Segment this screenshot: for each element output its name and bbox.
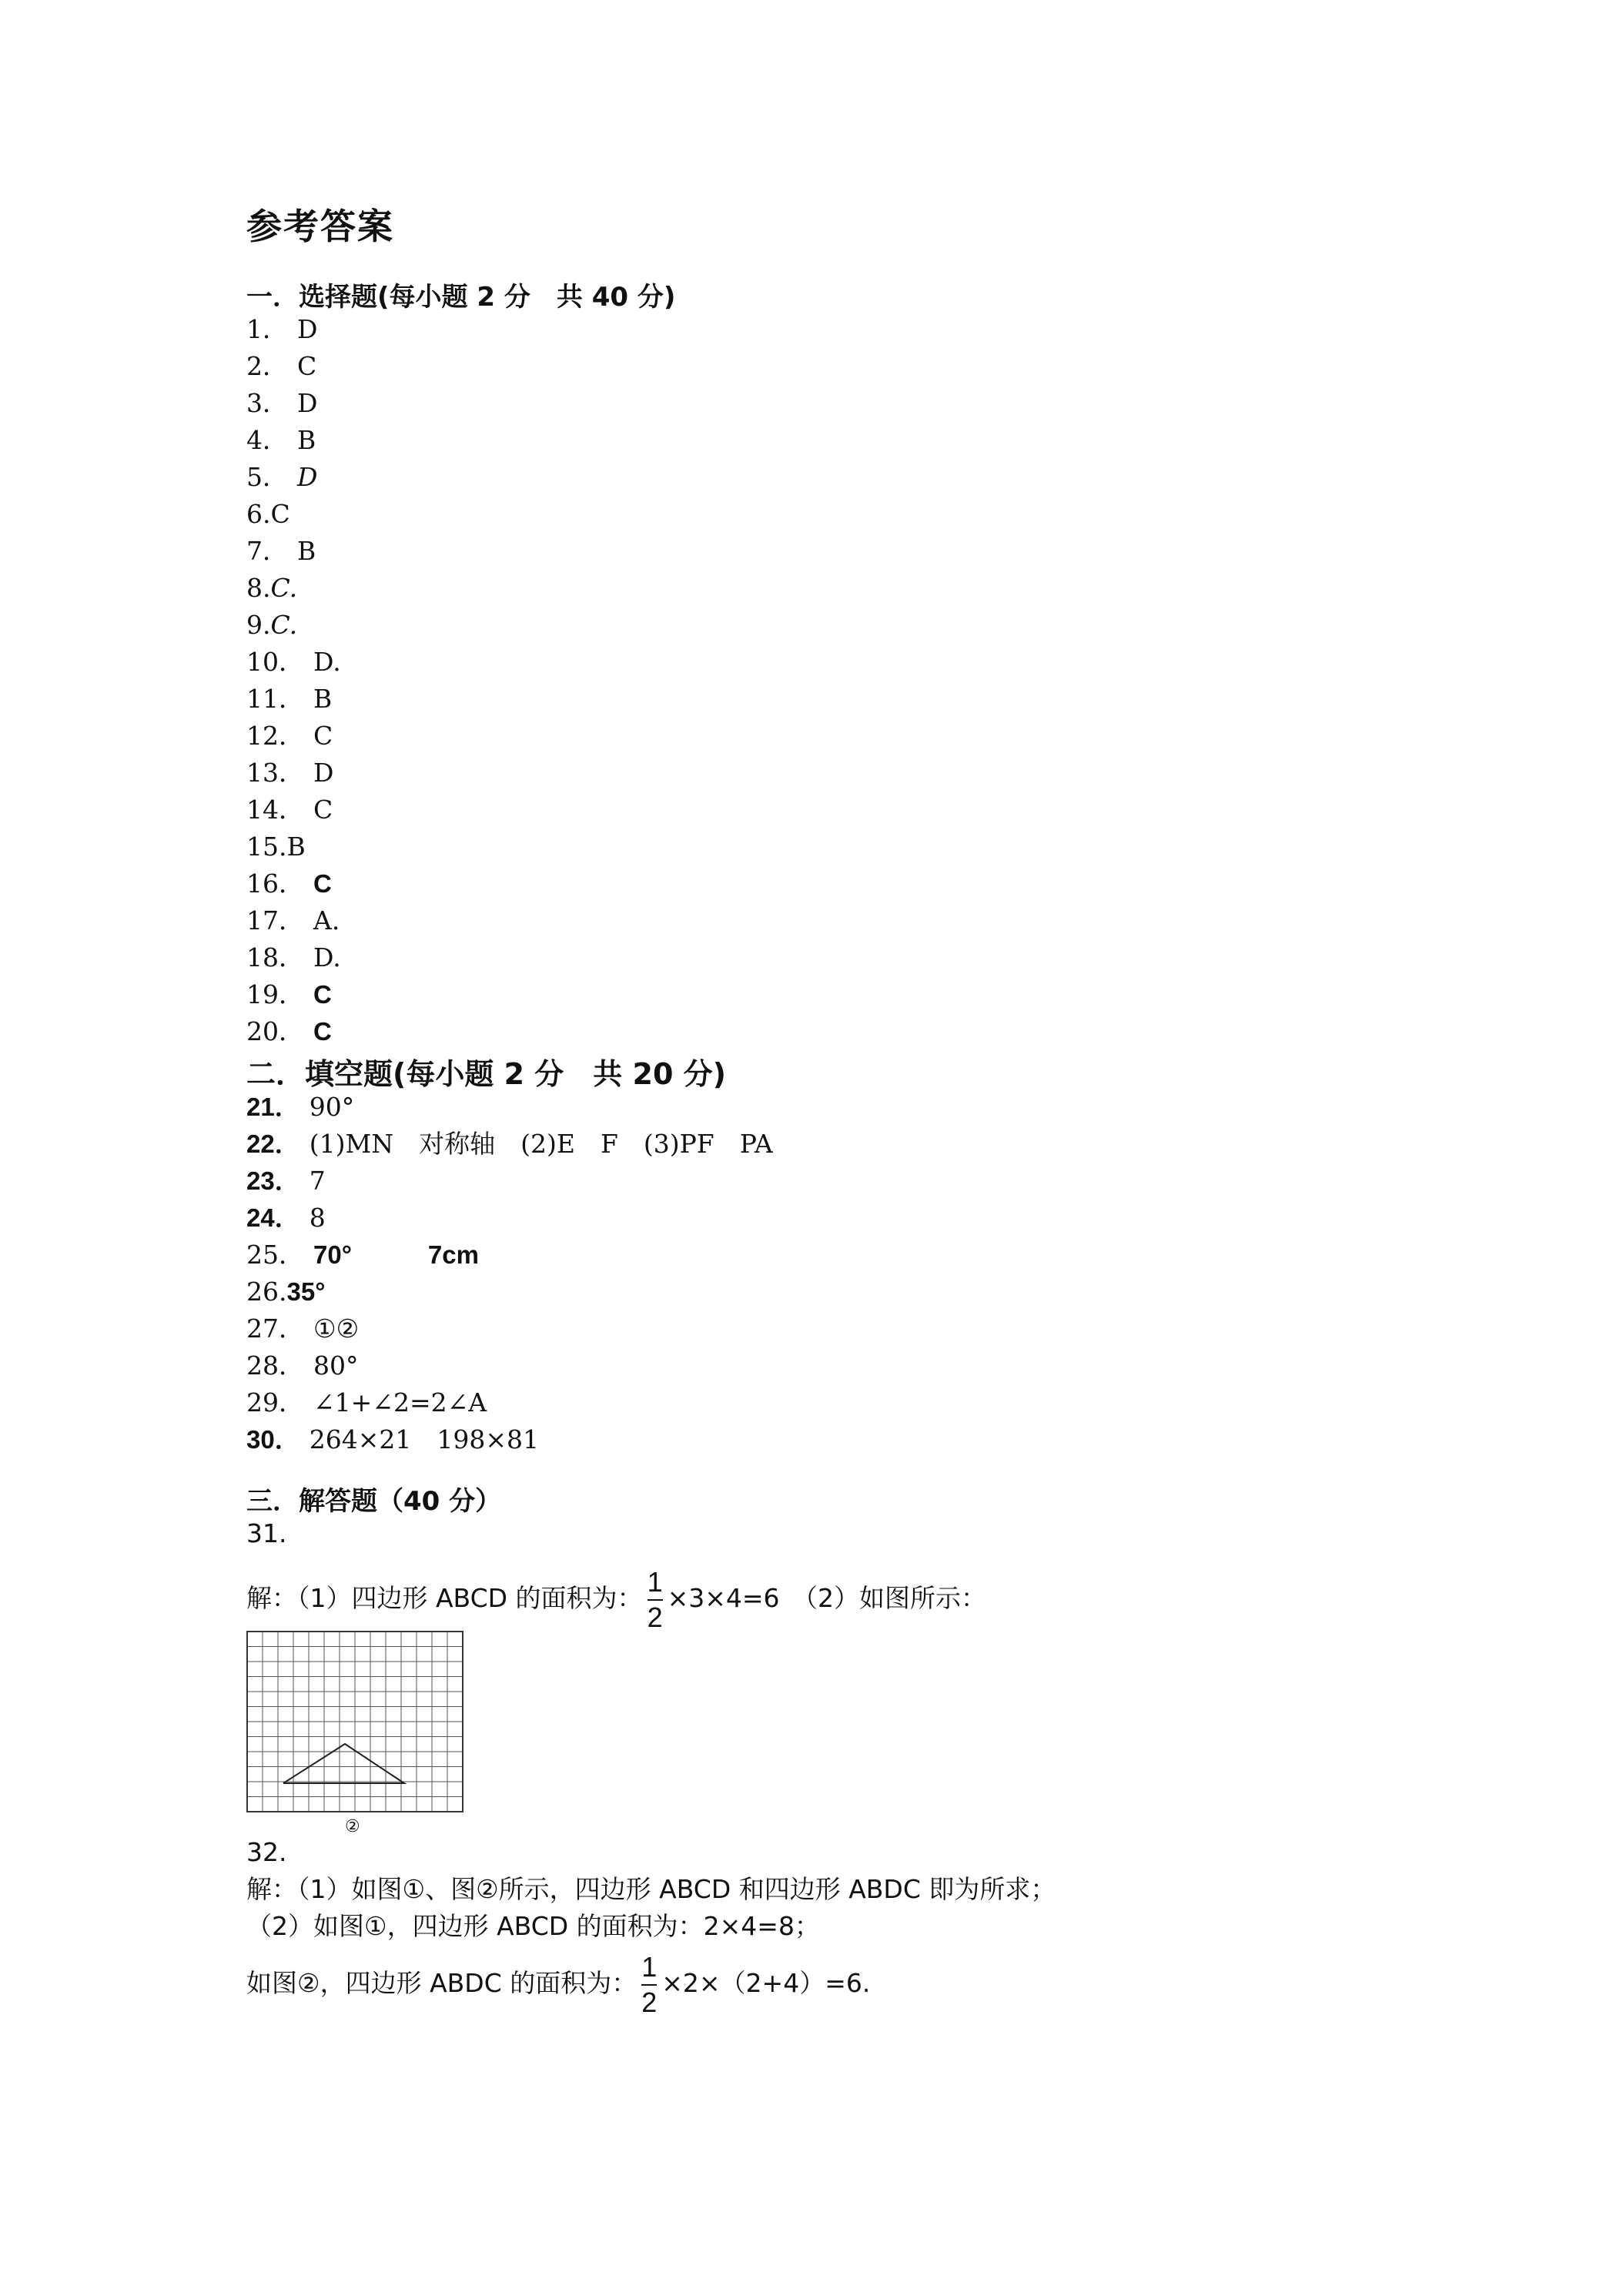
question-32-line3: 如图②，四边形 ABDC 的面积为： $\frac{1}{2}$ ×2×（2+4）=6. [246, 1950, 871, 2018]
answer-line: 4． B [246, 425, 316, 455]
answer-line: 26.35° [246, 1277, 326, 1307]
section-heading-solutions: 三．解答题（40 分） [246, 1486, 502, 1517]
answer-line: 19． C [246, 979, 332, 1009]
answer-line: 20． C [246, 1016, 332, 1046]
question-32-number: 32. [246, 1837, 287, 1867]
figure-caption: ② [345, 1817, 360, 1836]
answer-line: 29． ∠1+∠2=2∠A [246, 1387, 487, 1417]
fraction-one-half: $\frac{1}{2}$ [647, 1565, 663, 1633]
answer-line: 27． ①② [246, 1314, 360, 1344]
section-heading-fill: 二．填空题(每小题 2 分 共 20 分) [246, 1057, 726, 1091]
answer-line: 1． D [246, 314, 318, 344]
grid-figure [246, 1631, 463, 1812]
answer-line: 24． 8 [246, 1203, 326, 1233]
answer-line: 5． D [246, 462, 318, 492]
page-title: 参考答案 [246, 206, 394, 247]
answer-line: 30． 264×21 198×81 [246, 1424, 539, 1454]
answer-line: 7． B [246, 536, 316, 566]
answer-line: 14． C [246, 795, 333, 825]
section-heading-choice: 一．选择题(每小题 2 分 共 40 分) [246, 282, 676, 313]
answer-line: 18． D. [246, 942, 341, 972]
answer-line: 13． D [246, 758, 334, 788]
question-32-line2: （2）如图①，四边形 ABCD 的面积为：2×4=8； [246, 1911, 820, 1941]
question-32-line1: 解：（1）如图①、图②所示，四边形 ABCD 和四边形 ABDC 即为所求； [246, 1874, 1056, 1904]
question-31-solution: 解：（1）四边形 ABCD 的面积为： $\frac{1}{2}$ ×3×4=6 （2）如图所示： [246, 1565, 987, 1633]
answer-line: 6.C [246, 499, 290, 529]
answer-line: 8.C. [246, 573, 298, 603]
answer-line: 11． B [246, 684, 333, 714]
answer-line: 25． 70° 7cm [246, 1240, 479, 1270]
answer-line: 17． A. [246, 905, 340, 935]
answer-line: 28． 80° [246, 1350, 359, 1381]
answer-line: 12． C [246, 721, 333, 751]
answer-line: 3． D [246, 388, 318, 418]
answer-line: 10． D. [246, 647, 341, 677]
answer-line: 15.B [246, 832, 306, 862]
answer-line: 16． C [246, 869, 332, 899]
answer-line: 9.C. [246, 610, 298, 640]
answer-line: 21． 90° [246, 1092, 355, 1122]
answer-line: 23． 7 [246, 1166, 326, 1196]
answer-line: 2． C [246, 351, 317, 381]
question-31-number: 31. [246, 1518, 287, 1548]
fraction-one-half: $\frac{1}{2}$ [641, 1950, 658, 2018]
answer-line: 22． (1)MN 对称轴 (2)E F (3)PF PA [246, 1129, 773, 1159]
